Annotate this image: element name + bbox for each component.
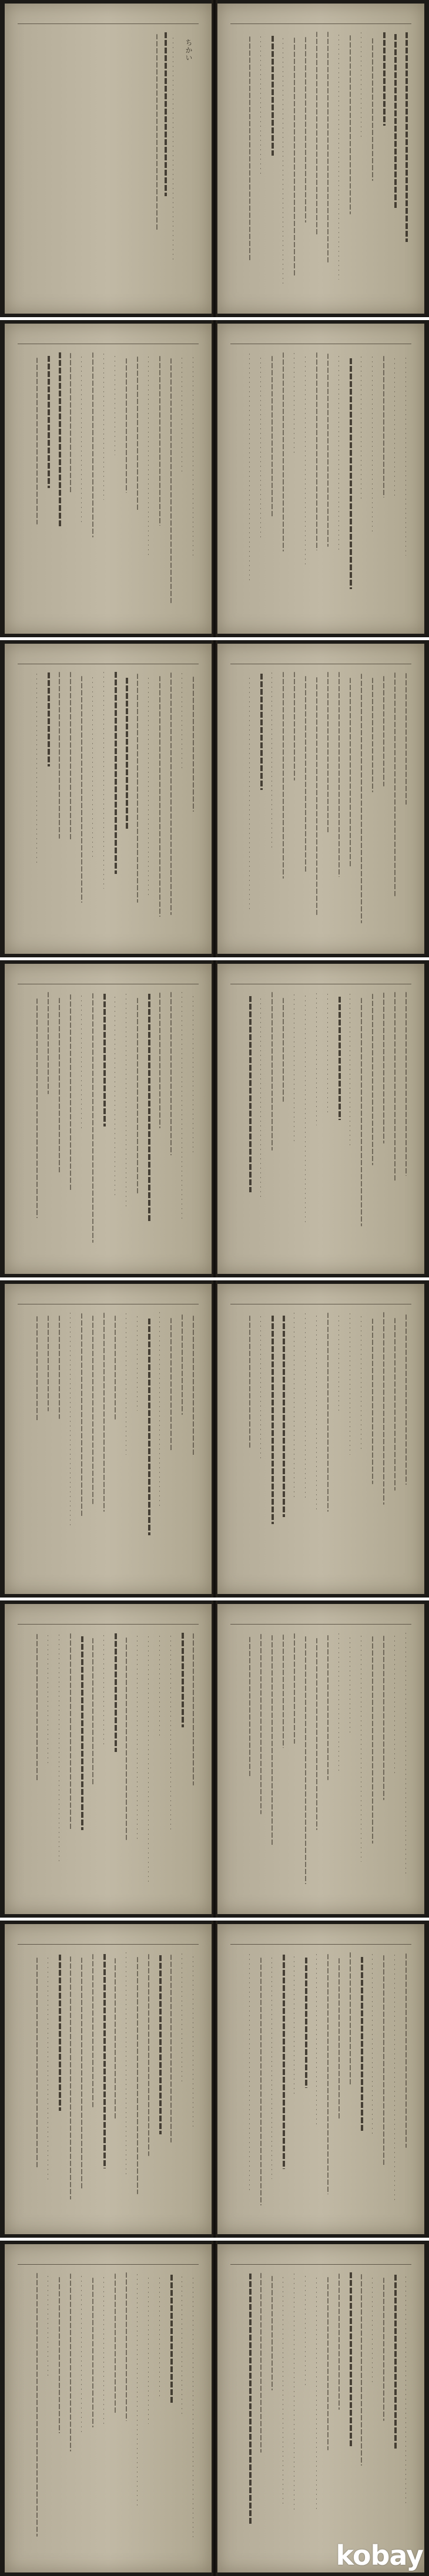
text-columns: [20, 1312, 196, 1576]
text-line: [327, 1313, 329, 1512]
text-line: [316, 677, 317, 915]
section-heading-line: [103, 1954, 106, 2168]
section-heading-line: [170, 2275, 173, 2403]
text-line: [283, 998, 284, 1102]
kobay-watermark: kobay: [336, 2540, 423, 2571]
text-line: [59, 1316, 60, 1419]
text-line: [305, 996, 306, 1223]
section-heading-line: [338, 997, 341, 1120]
right-page: [217, 1924, 424, 2234]
text-line: [305, 1636, 306, 1884]
text-columns: [233, 2272, 409, 2555]
text-line: [305, 2276, 306, 2385]
text-line: [372, 38, 373, 181]
text-line: [394, 1636, 395, 1775]
text-columns: [20, 672, 196, 936]
section-heading-line: [159, 1955, 162, 2134]
text-line: [260, 2273, 262, 2453]
right-page: [217, 4, 424, 314]
text-line: [81, 676, 82, 903]
page-spread: [0, 1600, 429, 1918]
text-line: [372, 678, 373, 792]
text-line: [59, 2277, 60, 2433]
page-spread: [0, 320, 429, 637]
text-line: [361, 998, 362, 1226]
text-line: [260, 998, 261, 1200]
text-line: [115, 2274, 116, 2414]
text-line: [316, 993, 317, 1125]
text-line: [156, 34, 157, 231]
header-rule: [230, 1944, 411, 1945]
text-line: [137, 1316, 138, 1411]
left-page: [5, 1924, 212, 2234]
text-line: [338, 1316, 339, 1411]
text-line: [283, 1635, 284, 1748]
text-line: [137, 1957, 138, 2194]
text-line: [126, 358, 127, 493]
text-line: [327, 2277, 329, 2450]
text-line: [249, 1954, 250, 2191]
text-line: [338, 2274, 340, 2410]
text-line: [170, 358, 172, 603]
text-line: [294, 1633, 295, 1744]
text-line: [170, 1318, 172, 1452]
header-rule: [18, 23, 199, 24]
text-line: [327, 354, 329, 547]
book-gutter: [212, 1600, 217, 1918]
text-columns: [20, 1632, 196, 1896]
text-line: [193, 677, 194, 812]
left-page: [5, 1604, 212, 1914]
text-line: [193, 1633, 194, 1785]
text-line: [260, 358, 261, 538]
text-line: [405, 2276, 406, 2506]
text-line: [103, 1635, 104, 1745]
text-line: [126, 2272, 127, 2421]
text-line: [383, 993, 384, 1144]
text-columns: [20, 352, 196, 616]
section-heading-line: [165, 32, 167, 196]
text-line: [260, 36, 261, 175]
text-line: [170, 992, 172, 1155]
header-rule: [230, 23, 411, 24]
left-page: [5, 964, 212, 1274]
text-line: [338, 35, 339, 280]
text-line: [170, 1636, 171, 1831]
section-heading-line: [394, 2275, 397, 2450]
section-heading-line: [350, 358, 352, 589]
section-heading-line: [48, 356, 50, 488]
left-page: [5, 644, 212, 954]
header-rule: [18, 1944, 199, 1945]
text-line: [103, 672, 104, 889]
text-line: [148, 1636, 149, 1882]
text-line: [103, 1313, 105, 1512]
text-line: [249, 678, 250, 911]
text-line: [394, 672, 396, 896]
text-line: [338, 356, 339, 552]
section-heading-line: [305, 1958, 307, 2088]
header-rule: [18, 2264, 199, 2265]
text-line: [350, 35, 351, 214]
page-spread: [0, 2241, 429, 2576]
section-heading-line: [383, 32, 386, 126]
text-line: [316, 32, 317, 236]
text-line: [92, 1638, 93, 1785]
text-line: [383, 1636, 384, 1800]
left-page: [5, 1284, 212, 1594]
page-spread: [0, 1280, 429, 1598]
page-spread: [0, 0, 429, 317]
book-gutter: [212, 960, 217, 1277]
text-line: [260, 1316, 261, 1461]
text-line: [305, 357, 306, 566]
page-spread: [0, 960, 429, 1277]
text-line: [159, 2278, 160, 2398]
text-line: [283, 672, 284, 879]
text-line: [92, 1954, 93, 2107]
text-line: [372, 2278, 373, 2384]
text-line: [92, 2278, 93, 2427]
right-page: [217, 964, 424, 1274]
section-heading-line: [405, 32, 408, 242]
section-heading-line: [126, 678, 128, 830]
text-line: [260, 1634, 262, 1814]
text-line: [383, 676, 384, 786]
book-gutter: [212, 640, 217, 957]
right-page: [217, 644, 424, 954]
text-line: [327, 1954, 329, 2194]
text-line: [148, 357, 149, 558]
text-line: [92, 993, 93, 1243]
book-gutter: [212, 320, 217, 637]
section-heading-line: [283, 1316, 285, 1517]
text-line: [36, 674, 37, 863]
text-line: [249, 1637, 250, 1777]
text-line: [148, 678, 149, 895]
text-line: [36, 998, 38, 1218]
text-line: [36, 1316, 38, 1421]
section-heading-line: [283, 1955, 285, 2169]
text-line: [372, 1319, 373, 1484]
section-heading-line: [249, 2274, 252, 2525]
text-line: [148, 2278, 149, 2424]
text-line: [36, 1634, 38, 1781]
text-line: [70, 1956, 71, 2200]
text-line: [81, 2276, 82, 2435]
section-heading-line: [103, 994, 106, 1126]
text-line: [327, 994, 328, 1112]
section-heading-line: [81, 1636, 83, 1830]
text-line: [350, 1952, 351, 2086]
section-heading-line: [48, 672, 50, 766]
text-line: [272, 2276, 273, 2390]
section-heading-line: [148, 994, 150, 1222]
text-columns: [20, 32, 196, 296]
text-line: [36, 1958, 38, 2168]
text-line: [394, 358, 395, 497]
text-line: [383, 356, 384, 497]
text-line: [394, 1955, 395, 2203]
right-page: [217, 324, 424, 634]
text-columns: [20, 2272, 196, 2555]
text-line: [305, 676, 306, 872]
text-line: [294, 672, 295, 781]
header-rule: [18, 1624, 199, 1625]
section-heading-line: [361, 1957, 363, 2131]
text-line: [159, 1312, 160, 1509]
text-line: [170, 672, 172, 915]
text-line: [137, 357, 138, 510]
text-line: [170, 1955, 172, 2143]
text-line: [70, 994, 71, 1191]
text-line: [70, 2274, 71, 2451]
text-line: [137, 674, 138, 903]
text-line: [372, 1954, 373, 2137]
right-page: [217, 1284, 424, 1594]
book-gutter: [212, 1280, 217, 1598]
text-line: [81, 1313, 82, 1517]
text-line: [272, 1635, 273, 1845]
text-line: [48, 1316, 49, 1411]
text-line: [70, 1633, 71, 1830]
text-line: [126, 1637, 127, 1840]
text-line: [305, 1313, 306, 1498]
text-line: ちかい: [185, 39, 193, 62]
text-columns: [20, 992, 196, 1256]
left-page: [5, 4, 212, 314]
text-line: [70, 1313, 71, 1525]
text-line: [48, 992, 49, 1094]
text-line: [350, 678, 351, 867]
text-line: [316, 1638, 317, 1830]
text-line: [59, 998, 60, 1174]
text-line: [159, 1636, 160, 1736]
text-line: [316, 352, 317, 550]
text-line: [372, 994, 373, 1165]
text-line: [394, 1318, 396, 1491]
text-line: [115, 1958, 116, 2120]
text-columns: [233, 1952, 409, 2217]
text-line: [92, 677, 93, 860]
text-line: [383, 1312, 384, 1505]
section-heading-line: [59, 352, 61, 526]
text-line: [405, 1953, 407, 2148]
section-heading-line: [115, 1633, 117, 1752]
text-line: [316, 1316, 317, 1510]
text-columns: [233, 1632, 409, 1896]
text-line: [103, 354, 104, 500]
header-rule: [230, 1624, 411, 1625]
text-line: [316, 2278, 317, 2509]
text-columns: [233, 992, 409, 1256]
text-line: [372, 1636, 373, 1844]
text-line: [405, 673, 407, 805]
section-heading-line: [260, 674, 263, 790]
text-line: [70, 672, 71, 840]
text-line: [361, 674, 362, 923]
text-line: [260, 1958, 262, 2205]
text-line: [81, 357, 82, 523]
text-line: [92, 1316, 93, 1504]
text-line: [159, 993, 160, 1128]
section-heading-line: [394, 34, 397, 210]
text-line: [405, 358, 406, 556]
text-line: [159, 676, 160, 917]
text-line: [70, 353, 71, 493]
text-line: [338, 672, 340, 877]
section-heading-line: [272, 1316, 274, 1524]
section-heading-line: [249, 996, 252, 1192]
section-heading-line: [148, 1319, 150, 1535]
book-gutter: [212, 0, 217, 317]
page-spread: [0, 1921, 429, 2238]
book-gutter: [212, 2241, 217, 2576]
text-line: [81, 1958, 82, 2189]
text-columns: [20, 1952, 196, 2217]
text-line: [92, 352, 93, 537]
section-heading-line: [115, 672, 117, 874]
text-line: [383, 2278, 384, 2421]
section-heading-line: [350, 2272, 352, 2447]
text-line: [272, 992, 273, 1151]
left-page: [5, 2244, 212, 2572]
text-line: [249, 1316, 250, 1448]
text-line: [115, 1316, 116, 1420]
text-line: [182, 1314, 183, 1415]
right-page: [217, 1604, 424, 1914]
text-line: [327, 1635, 329, 1780]
left-page: [5, 324, 212, 634]
text-columns: [233, 1312, 409, 1576]
text-line: [383, 1955, 384, 2165]
text-line: [283, 352, 284, 551]
text-line: [405, 1633, 406, 1875]
text-line: [394, 992, 396, 1182]
text-line: [36, 2273, 38, 2537]
text-line: [148, 1954, 149, 2156]
text-columns: [233, 32, 409, 296]
right-page: [217, 2244, 424, 2572]
text-line: [137, 1636, 138, 1839]
text-columns: [233, 352, 409, 616]
text-line: [294, 38, 295, 276]
section-heading-line: [182, 1633, 184, 1727]
text-line: [103, 2277, 104, 2424]
text-line: [338, 1958, 340, 2119]
text-line: [327, 672, 329, 833]
section-heading-line: [59, 1955, 61, 2111]
text-line: [305, 37, 306, 223]
text-line: [137, 2274, 138, 2507]
text-columns: [233, 672, 409, 936]
text-line: [81, 996, 82, 1129]
text-line: [59, 672, 60, 839]
text-line: [372, 357, 373, 533]
text-line: [327, 32, 329, 263]
section-heading-line: [272, 36, 274, 156]
text-line: [272, 356, 273, 517]
text-line: [405, 1314, 407, 1485]
text-line: [137, 998, 138, 1193]
text-line: [249, 354, 250, 582]
text-line: [361, 2274, 362, 2466]
text-line: [316, 1954, 317, 2126]
text-line: [249, 36, 250, 261]
text-line: [36, 358, 38, 524]
book-gutter: [212, 1921, 217, 2238]
text-line: [159, 356, 160, 526]
text-line: [193, 1316, 194, 1456]
text-line: [405, 992, 407, 1176]
page-spread: [0, 640, 429, 957]
text-line: [338, 1633, 339, 1774]
header-rule: [230, 2264, 411, 2265]
